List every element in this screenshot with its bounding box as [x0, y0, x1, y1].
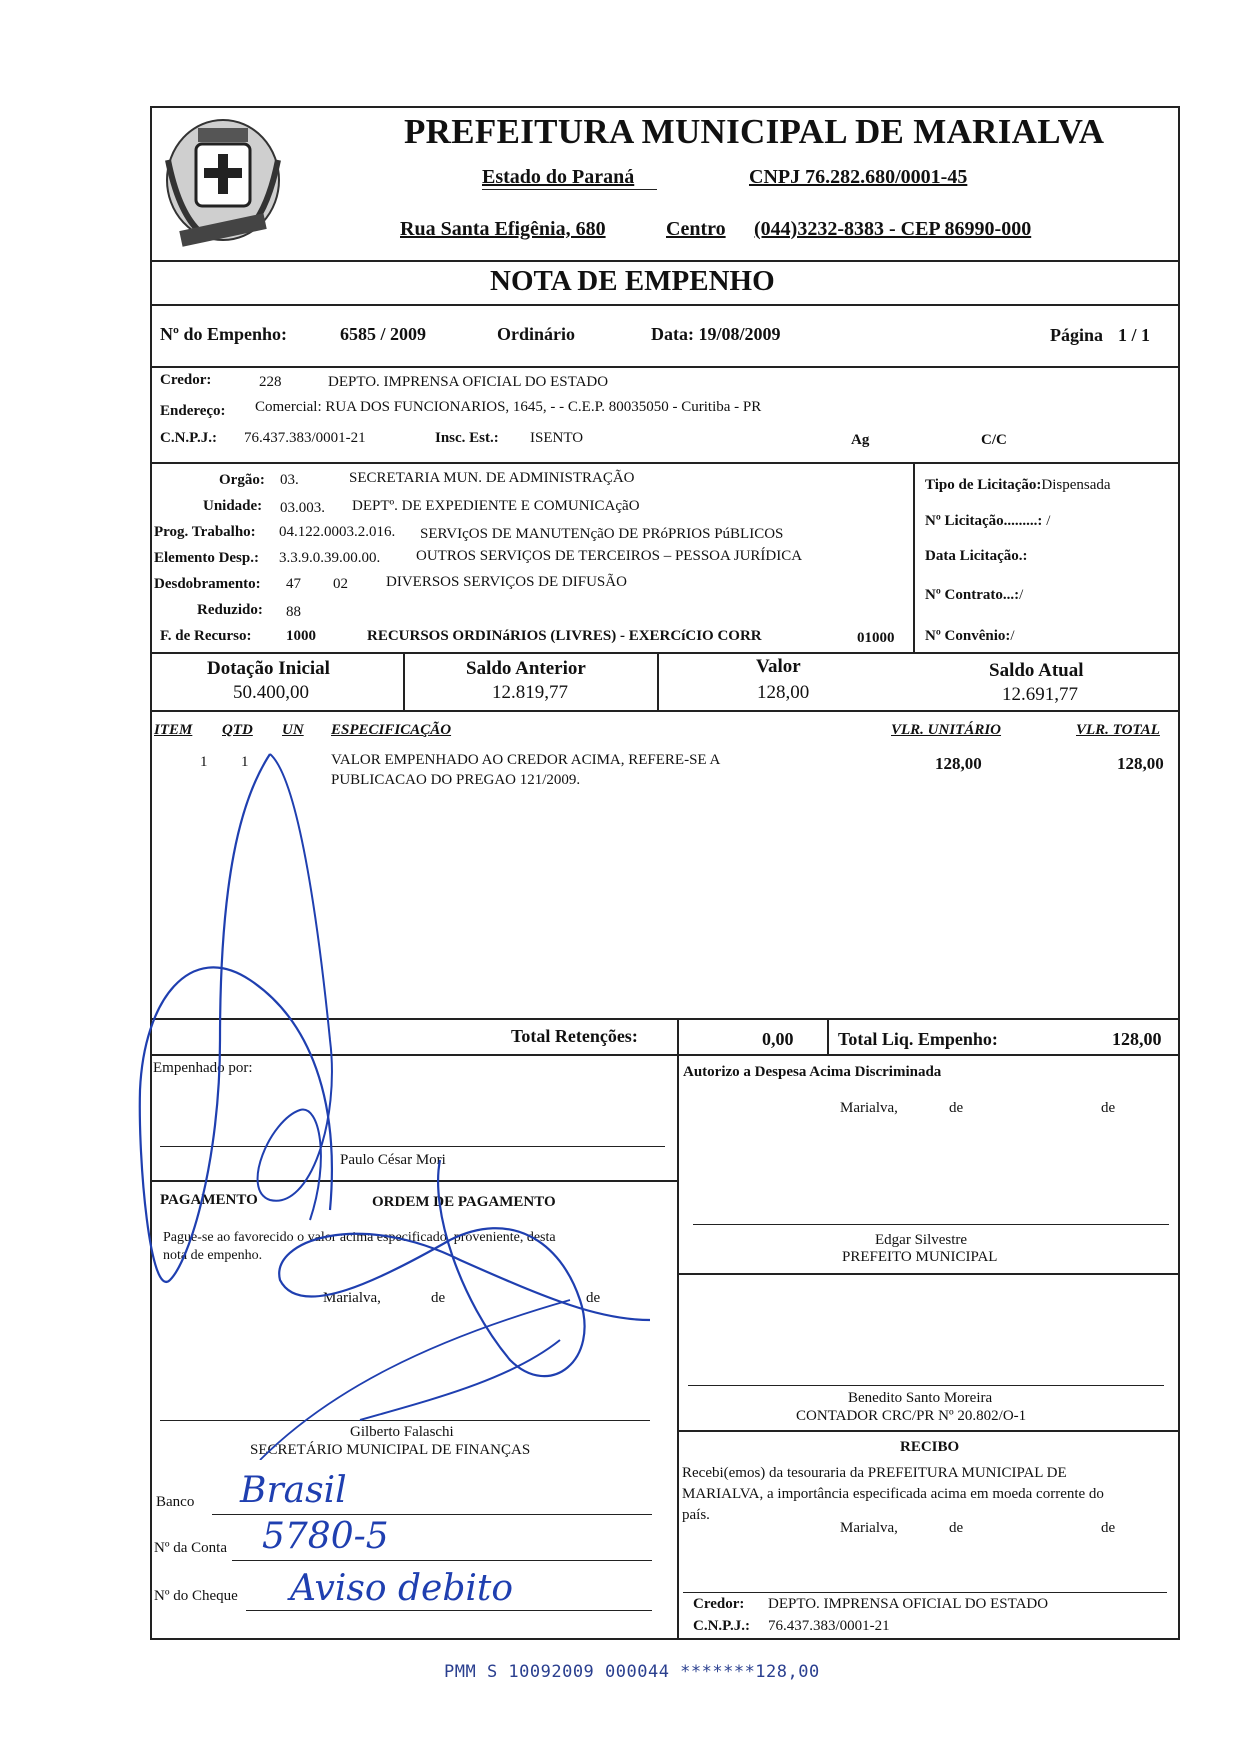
header-district: Centro [666, 218, 726, 240]
item-desc-line1: VALOR EMPENHADO AO CREDOR ACIMA, REFERE-SE A [331, 752, 721, 768]
insc-label: Insc. Est.: [435, 430, 499, 446]
dotacao-inicial-label: Dotação Inicial [207, 658, 330, 679]
cheque-label: Nº do Cheque [154, 1588, 238, 1604]
reduz-value: 88 [286, 604, 301, 620]
conta-label: Nº da Conta [154, 1540, 227, 1556]
header-state: Estado do Paraná [482, 166, 635, 188]
dotacao-inicial-value: 50.400,00 [233, 682, 309, 703]
recibo-credor-label: Credor: [693, 1596, 745, 1612]
autorizo-title: Autorizo a Despesa Acima Discriminada [683, 1064, 942, 1080]
desd-label: Desdobramento: [154, 576, 261, 592]
pagamento-title: PAGAMENTO [160, 1192, 258, 1208]
elem-label: Elemento Desp.: [154, 550, 259, 566]
credor-name: DEPTO. IMPRENSA OFICIAL DO ESTADO [328, 374, 609, 390]
page-number: 1 / 1 [1118, 325, 1151, 345]
saldo-atual-value: 12.691,77 [1002, 684, 1078, 705]
conta-value: 5780-5 [262, 1516, 389, 1557]
orgao-name: SECRETARIA MUN. DE ADMINISTRAÇÃO [349, 470, 635, 486]
unidade-code: 03.003. [280, 500, 325, 516]
empenho-date: Data: 19/08/2009 [651, 324, 781, 344]
recibo-text2: MARIALVA, a importância especificada acima em moeda corrente do [682, 1486, 1104, 1502]
recibo-title: RECIBO [900, 1439, 960, 1455]
pagamento-place: Marialva, [323, 1290, 381, 1306]
pagamento-name: Gilberto Falaschi [350, 1424, 454, 1440]
page-label: Página [1050, 325, 1104, 345]
pagamento-text2: nota de empenho. [163, 1248, 263, 1263]
desd-a: 47 [286, 576, 301, 592]
bank-stamp: PMM S 10092009 000044 *******128,00 [444, 1662, 820, 1682]
elem-name: OUTROS SERVIÇOS DE TERCEIROS – PESSOA JURÍDICA [416, 548, 803, 564]
cheque-value: Aviso debito [290, 1568, 514, 1609]
item-qtd: 1 [241, 754, 249, 770]
recibo-cnpj-label: C.N.P.J.: [693, 1618, 750, 1634]
total-liq-value: 128,00 [1112, 1029, 1162, 1049]
insc-value: ISENTO [530, 430, 584, 446]
doc-title: NOTA DE EMPENHO [490, 265, 775, 297]
desd-b: 02 [333, 576, 348, 592]
autorizo-place: Marialva, [840, 1100, 898, 1116]
pagamento-role: SECRETÁRIO MUNICIPAL DE FINANÇAS [250, 1442, 531, 1458]
cnpj-label: C.N.P.J.: [160, 430, 217, 446]
valor-label: Valor [756, 656, 801, 677]
desd-name: DIVERSOS SERVIÇOS DE DIFUSÃO [386, 574, 627, 590]
credor-code: 228 [259, 374, 282, 390]
orgao-label: Orgão: [219, 472, 265, 488]
prog-code: 04.122.0003.2.016. [279, 524, 396, 540]
empenhado-label: Empenhado por: [153, 1060, 253, 1076]
recibo-de1: de [949, 1520, 964, 1536]
pagamento-text1: Pague-se ao favorecido o valor acima especificado, proveniente, desta [163, 1230, 556, 1245]
autorizo-de2: de [1101, 1100, 1116, 1116]
recibo-credor: DEPTO. IMPRENSA OFICIAL DO ESTADO [768, 1596, 1049, 1612]
pagamento-de1: de [431, 1290, 446, 1306]
ordem-pagamento-title: ORDEM DE PAGAMENTO [372, 1194, 556, 1210]
unidade-name: DEPTº. DE EXPEDIENTE E COMUNICAçãO [352, 498, 640, 514]
saldo-anterior-value: 12.819,77 [492, 682, 568, 703]
endereco-value: Comercial: RUA DOS FUNCIONARIOS, 1645, - - C.E.P. 80035050 - Curitiba - PR [255, 399, 762, 415]
endereco-label: Endereço: [160, 403, 226, 419]
total-liq-label: Total Liq. Empenho: [838, 1029, 998, 1049]
col-un: UN [282, 722, 304, 738]
convenio: Nº Convênio:/ [925, 628, 1015, 644]
fonte-name: RECURSOS ORDINáRIOS (LIVRES) - EXERCíCIO CORR [367, 628, 762, 644]
autorizo-name: Edgar Silvestre [875, 1232, 968, 1248]
credor-label: Credor: [160, 372, 212, 388]
item-unit-value: 128,00 [935, 754, 982, 773]
col-unit: VLR. UNITÁRIO [891, 722, 1002, 738]
total-retencoes-value: 0,00 [762, 1029, 794, 1049]
cc-label: C/C [981, 432, 1007, 448]
elem-code: 3.3.9.0.39.00.00. [279, 550, 381, 566]
item-number: 1 [200, 754, 208, 770]
item-total-value: 128,00 [1117, 754, 1164, 773]
reduz-label: Reduzido: [197, 602, 263, 618]
data-licitacao: Data Licitação.: [925, 548, 1028, 564]
autorizo-role: PREFEITO MUNICIPAL [842, 1249, 998, 1265]
tipo-licitacao: Tipo de Licitação:Dispensada [925, 477, 1111, 493]
contrato: Nº Contrato...:/ [925, 587, 1024, 603]
recibo-text3: país. [682, 1507, 710, 1523]
saldo-atual-label: Saldo Atual [989, 660, 1084, 681]
cnpj-value: 76.437.383/0001-21 [244, 430, 366, 446]
header-address: Rua Santa Efigênia, 680 [400, 218, 606, 240]
col-espec: ESPECIFICAÇÃO [331, 722, 452, 738]
header-cnpj: CNPJ 76.282.680/0001-45 [749, 166, 968, 188]
empenho-number: 6585 / 2009 [340, 324, 427, 344]
fonte-label: F. de Recurso: [160, 628, 252, 644]
empenhado-name: Paulo César Mori [340, 1152, 446, 1168]
header-phone: (044)3232-8383 - CEP 86990-000 [754, 218, 1032, 240]
contador-role: CONTADOR CRC/PR Nº 20.802/O-1 [796, 1408, 1027, 1424]
header-state-line [482, 189, 657, 190]
valor-value: 128,00 [757, 682, 810, 703]
recibo-cnpj: 76.437.383/0001-21 [768, 1618, 890, 1634]
recibo-text1: Recebi(emos) da tesouraria da PREFEITURA MUNICIPAL DE [682, 1465, 1067, 1481]
item-desc-line2: PUBLICACAO DO PREGAO 121/2009. [331, 772, 581, 788]
empenho-label: Nº do Empenho: [160, 324, 287, 344]
banco-value: Brasil [240, 1470, 347, 1511]
num-licitacao: Nº Licitação.........: / [925, 513, 1051, 529]
col-total: VLR. TOTAL [1076, 722, 1160, 738]
total-retencoes-label: Total Retenções: [511, 1026, 638, 1046]
recibo-place: Marialva, [840, 1520, 898, 1536]
orgao-code: 03. [280, 472, 299, 488]
ag-label: Ag [851, 432, 870, 448]
signature-scrawl [130, 740, 690, 1460]
autorizo-de1: de [949, 1100, 964, 1116]
saldo-anterior-label: Saldo Anterior [466, 658, 586, 679]
prog-name: SERVIçOS DE MANUTENçãO DE PRóPRIOS PúBLICOS [420, 526, 784, 542]
empenho-type: Ordinário [497, 324, 576, 344]
contador-name: Benedito Santo Moreira [848, 1390, 993, 1406]
unidade-label: Unidade: [203, 498, 263, 514]
col-qtd: QTD [222, 722, 253, 738]
banco-label: Banco [156, 1494, 195, 1510]
col-item: ITEM [154, 722, 193, 738]
header-title: PREFEITURA MUNICIPAL DE MARIALVA [404, 112, 1105, 151]
prog-label: Prog. Trabalho: [154, 524, 256, 540]
recibo-de2: de [1101, 1520, 1116, 1536]
coat-of-arms-icon [158, 110, 288, 258]
pagamento-de2: de [586, 1290, 601, 1306]
fonte-num: 01000 [857, 630, 895, 646]
fonte-code: 1000 [286, 628, 316, 644]
